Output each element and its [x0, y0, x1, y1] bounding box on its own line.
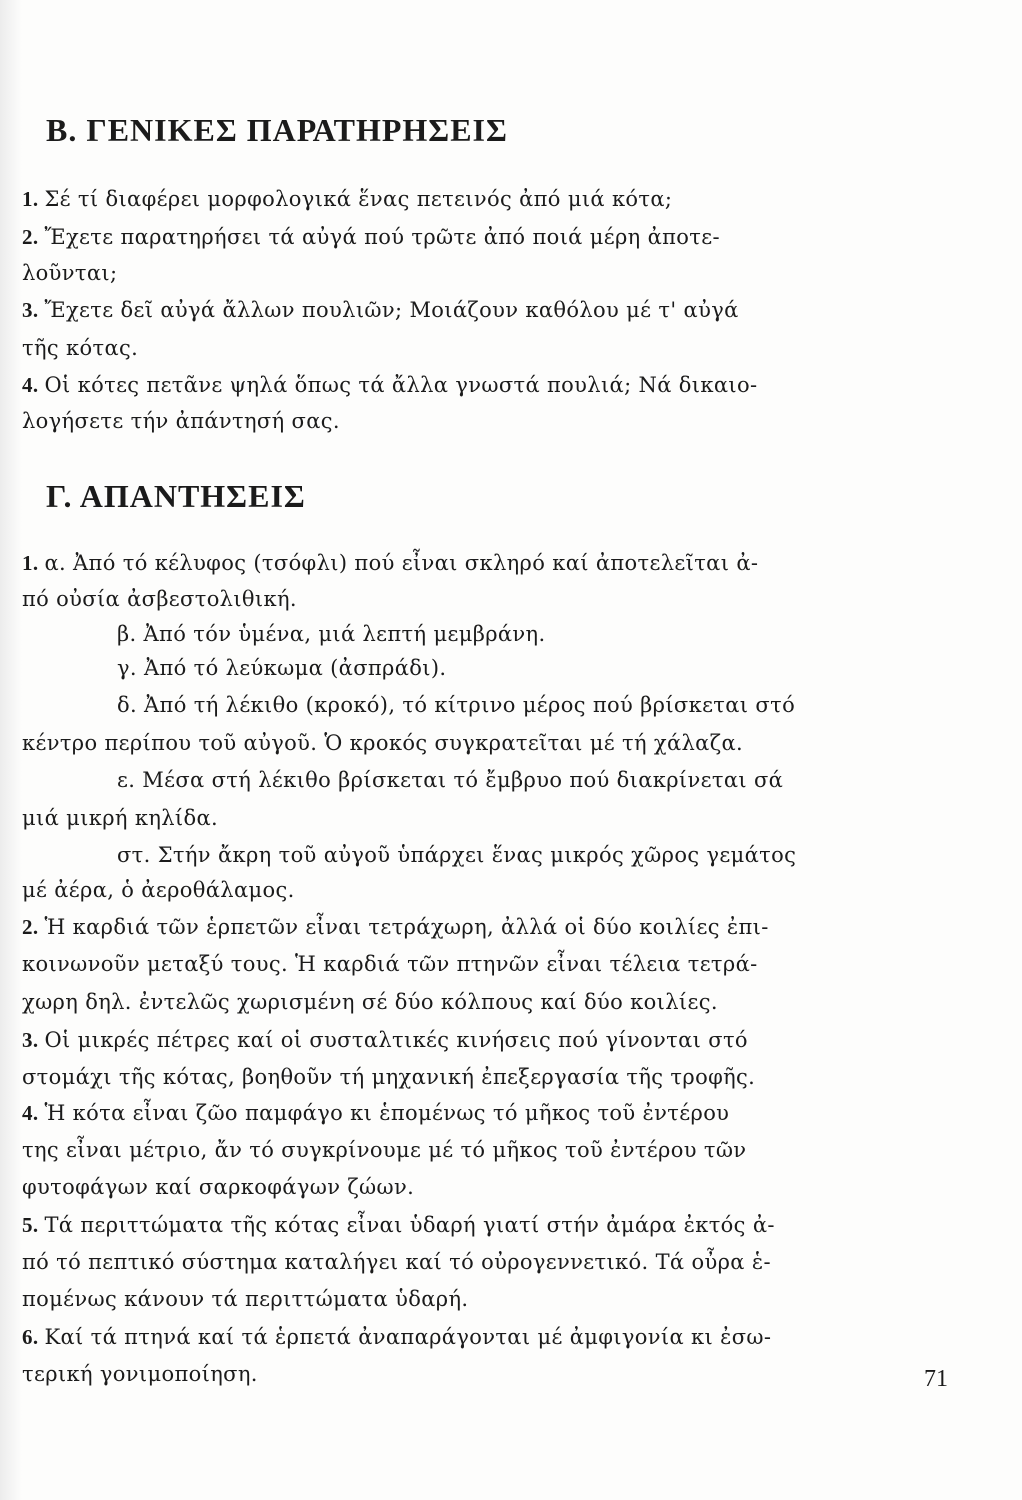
section-c-title: Γ. ΑΠΑΝΤΗΣΕΙΣ	[46, 478, 306, 514]
question-1-line-1	[22, 184, 1022, 214]
answer-1st-line-2: μέ ἀέρα, ὁ ἀεροθάλαμος.	[22, 878, 295, 902]
answer-5-line-2: πό τό πεπτικό σύστημα καταλήγει καί τό οὐρογεννετικό. Τά οὖρα ἑ-	[22, 1250, 771, 1274]
answer-6-line-2: τερική γονιμοποίηση.	[22, 1362, 258, 1386]
answer-1e-line-1: ε. Μέσα στή λέκιθο βρίσκεται τό ἔμβρυο πού διακρίνεται σά	[117, 768, 784, 792]
answer-2-number: 2.	[22, 915, 39, 939]
answer-1a-line-2: πό οὐσία ἀσβεστολιθική.	[22, 587, 297, 611]
answer-1d-line-2: κέντρο περίπου τοῦ αὐγοῦ. Ὁ κροκός συγκρατεῖται μέ τή χάλαζα.	[22, 731, 744, 755]
answer-4-number: 4.	[22, 1101, 39, 1125]
answer-1-number: 1.	[22, 551, 39, 575]
answer-3-text-1: Οἱ μικρές πέτρες καί οἱ συσταλτικές κινήσεις πού γίνονται στό	[44, 1028, 748, 1052]
answer-3-line-1	[22, 1025, 1022, 1055]
answer-6-line-1	[22, 1322, 1022, 1352]
question-2-text-1: Ἔχετε παρατηρήσει τά αὐγά πού τρῶτε ἀπό ποιά μέρη ἀποτε-	[44, 225, 720, 249]
answer-5-text-1: Τά περιττώματα τῆς κότας εἶναι ὑδαρή γιατί στήν ἀμάρα ἐκτός ἀ-	[44, 1213, 775, 1237]
answer-6-number: 6.	[22, 1325, 39, 1349]
answer-4-line-3: φυτοφάγων καί σαρκοφάγων ζώων.	[22, 1175, 415, 1199]
question-4-line-2: λογήσετε τήν ἀπάντησή σας.	[22, 409, 340, 433]
section-b-title: Β. ΓΕΝΙΚΕΣ ΠΑΡΑΤΗΡΗΣΕΙΣ	[46, 112, 508, 148]
answer-1e-line-2: μιά μικρή κηλίδα.	[22, 806, 219, 830]
question-2-number: 2.	[22, 225, 39, 249]
question-1-number: 1.	[22, 187, 39, 211]
answer-6-text-1: Καί τά πτηνά καί τά ἑρπετά ἀναπαράγονται μέ ἀμφιγονία κι ἐσω-	[44, 1325, 772, 1349]
question-3-line-1	[22, 295, 1022, 325]
answer-4-line-1	[22, 1098, 1022, 1128]
answer-2-line-1	[22, 912, 1022, 942]
answer-4-text-1: Ἡ κότα εἶναι ζῶο παμφάγο κι ἑπομένως τό μῆκος τοῦ ἐντέρου	[44, 1101, 730, 1125]
question-4-number: 4.	[22, 373, 39, 397]
answer-1c-line: γ. Ἀπό τό λεύκωμα (ἀσπράδι).	[117, 656, 447, 680]
page-number: 71	[924, 1366, 948, 1392]
question-2-line-2: λοῦνται;	[22, 261, 118, 285]
answer-2-line-3: χωρη δηλ. ἐντελῶς χωρισμένη σέ δύο κόλπους καί δύο κοιλίες.	[22, 990, 718, 1014]
answer-1st-line-1: στ. Στήν ἄκρη τοῦ αὐγοῦ ὑπάρχει ἕνας μικρός χῶρος γεμάτος	[117, 843, 797, 867]
question-4-line-1	[22, 370, 1022, 400]
question-1-text: Σέ τί διαφέρει μορφολογικά ἕνας πετεινός ἀπό μιά κότα;	[44, 187, 673, 211]
answer-1d-line-1: δ. Ἀπό τή λέκιθο (κροκό), τό κίτρινο μέρος πού βρίσκεται στό	[117, 693, 796, 717]
answer-1b-line: β. Ἀπό τόν ὑμένα, μιά λεπτή μεμβράνη.	[117, 622, 546, 646]
answer-3-line-2: στομάχι τῆς κότας, βοηθοῦν τή μηχανική ἐπεξεργασία τῆς τροφῆς.	[22, 1065, 756, 1089]
question-3-line-2: τῆς κότας.	[22, 336, 139, 360]
answer-2-text-1: Ἡ καρδιά τῶν ἑρπετῶν εἶναι τετράχωρη, ἀλλά οἱ δύο κοιλίες ἐπι-	[44, 915, 769, 939]
answer-1a-line-1	[22, 548, 1022, 578]
answer-4-line-2: της εἶναι μέτριο, ἄν τό συγκρίνουμε μέ τό μῆκος τοῦ ἐντέρου τῶν	[22, 1138, 747, 1162]
answer-5-line-3: πομένως κάνουν τά περιττώματα ὑδαρή.	[22, 1287, 469, 1311]
answer-1a-text-1: α. Ἀπό τό κέλυφος (τσόφλι) πού εἶναι σκληρό καί ἀποτελεῖται ἀ-	[44, 551, 759, 575]
answer-2-line-2: κοινωνοῦν μεταξύ τους. Ἡ καρδιά τῶν πτηνῶν εἶναι τέλεια τετρά-	[22, 952, 758, 976]
answer-3-number: 3.	[22, 1028, 39, 1052]
answer-5-line-1	[22, 1210, 1022, 1240]
answer-5-number: 5.	[22, 1213, 39, 1237]
question-4-text-1: Οἱ κότες πετᾶνε ψηλά ὅπως τά ἄλλα γνωστά πουλιά; Νά δικαιο-	[44, 373, 758, 397]
question-3-number: 3.	[22, 298, 39, 322]
question-3-text-1: Ἔχετε δεῖ αὐγά ἄλλων πουλιῶν; Μοιάζουν καθόλου μέ τ' αὐγά	[44, 298, 739, 322]
binding-shadow	[0, 0, 22, 1500]
question-2-line-1	[22, 222, 1022, 252]
